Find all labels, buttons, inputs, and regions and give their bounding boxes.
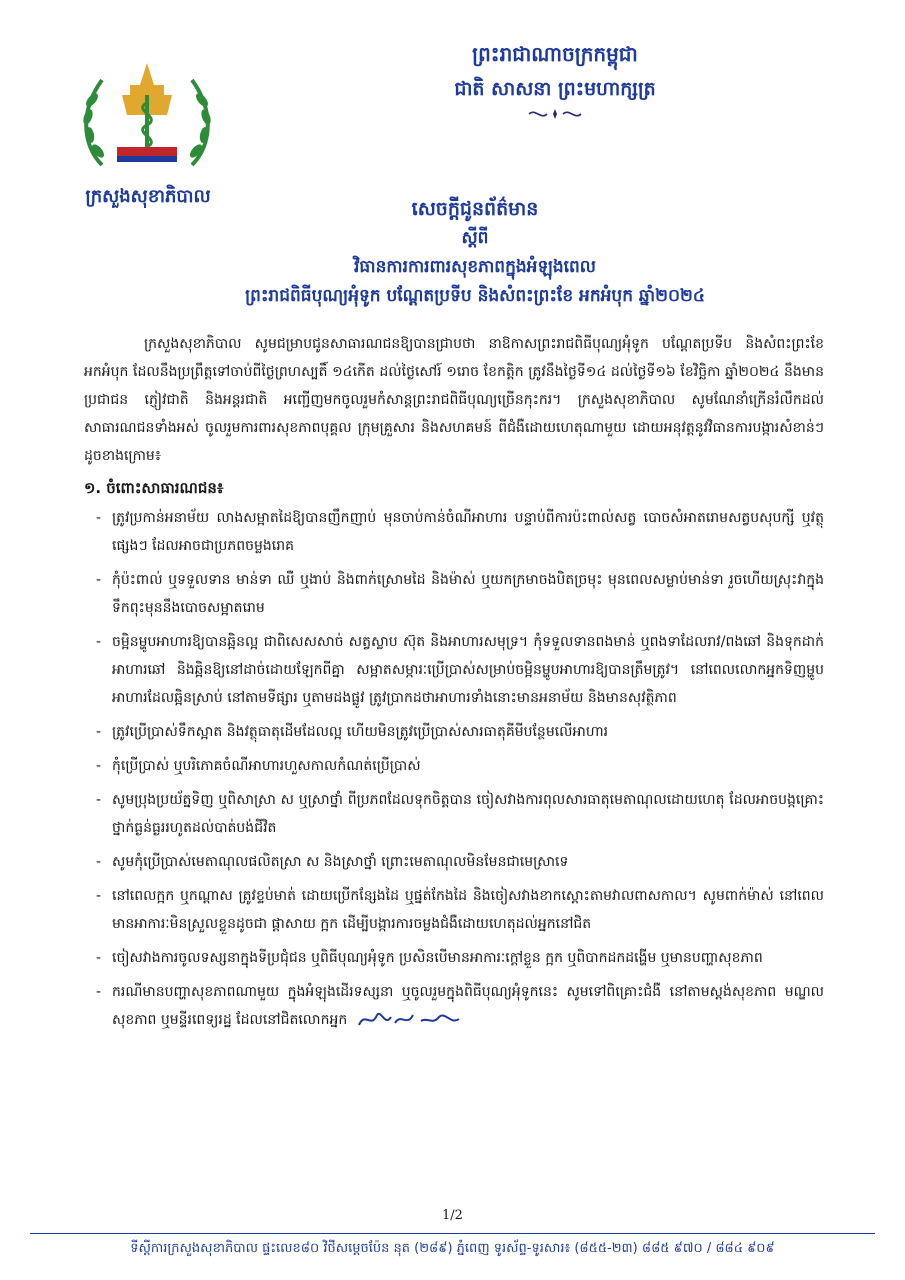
logo-ribbon-red [117,147,177,156]
list-item: - ត្រូវប្រើប្រាស់ទឹកស្អាត និងវត្ថុធាតុដើមដែលល្អ ហើយមិនត្រូវប្រើប្រាស់សារធាតុគីមីបន្ថែមលើអាហារ [84,718,824,746]
list-item: - ចម្អិនម្ហូបអាហារឱ្យបានឆ្អិនល្អ ជាពិសេសសាច់ សត្វស្លាប ស៊ុត និងអាហារសមុទ្រ។ កុំទទួលទានពងមាន់ ឬពងទាដែលរាវ/ពងឆៅ និងទុកដាក់អាហារឆៅ និងឆ្អិនឱ្យនៅដាច់ដោយឡែកពីគ្នា សម្អាតសម្ភារៈប្រើប្រាស់សម្រាប់ចម្អិនម្ហូបអាហារឱ្យបានត្រឹមត្រូវ។ នៅពេលលោកអ្នកទិញម្ហូបអាហារដែលឆ្អិនស្រាប់ នៅតាមទីផ្សារ ឬតាមដងផ្លូវ ត្រូវប្រាកដថាអាហារទាំងនោះមានអនាម័យ និងមានសុវត្ថិភាព [84,628,824,712]
announcement-subject: វិធានការការពារសុខភាពក្នុងអំឡុងពេល [354,257,596,277]
announcement-title: សេចក្តីជូនព័ត៌មាន [411,198,539,220]
ornament-divider [300,106,810,128]
logo-ribbon-blue [117,156,177,162]
national-motto: ជាតិ សាសនា ព្រះមហាក្សត្រ [454,78,656,100]
ministry-name: ក្រសួងសុខាភិបាល [85,186,211,207]
section-heading: ១. ចំពោះសាធារណជន៖ [84,479,224,497]
list-item: - កុំប្រើប្រាស់ ឬបរិភោគចំណីអាហារហួសកាលកំណត់ប្រើប្រាស់ [84,752,824,780]
ornament-icon [525,107,585,121]
list-item: - ត្រូវប្រកាន់អនាម័យ លាងសម្អាតដៃឱ្យបានញឹកញាប់ មុនចាប់កាន់ចំណីអាហារ បន្ទាប់ពីការប៉ះពាល់សត្វ បោចសំអាតរោមសត្វបសុបក្សី ឬវត្ថុផ្សេងៗ ដែលអាចជាប្រភពចម្លងរោគ [84,504,824,560]
announcement-about: ស្តីពី [461,228,489,248]
page-number: 1/2 [442,1208,463,1223]
intro-paragraph: ក្រសួងសុខាភិបាល សូមជម្រាបជូនសាធារណជនឱ្យបានជ្រាបថា នាឱកាសព្រះរាជពិធីបុណ្យអុំទូក បណ្តែតប្រទីប និងសំពះព្រះខែ អកអំបុក ដែលនឹងប្រព្រឹត្តទៅចាប់ពីថ្ងៃព្រហស្បតិ៍ ១៤កើត ដល់ថ្ងៃសៅរ៍ ១រោច ខែកត្តិក ត្រូវនឹងថ្ងៃទី១៤ ដល់ថ្ងៃទី១៦ ខែវិច្ឆិកា ឆ្នាំ២០២៤ នឹងមានប្រជាជន ភ្ញៀវជាតិ និងអន្តរជាតិ អញ្ជើញមកចូលរួមកំសាន្តព្រះរាជពិធីបុណ្យច្រើនកុះករ។ ក្រសួងសុខាភិបាល សូមណែនាំក្រើនរំលឹកដល់សាធារណជនទាំងអស់ ចូលរួមការពារសុខភាពបុគ្គល ក្រុមគ្រួសារ និងសហគមន៍ ពីជំងឺដោយហេតុណាមួយ ដោយអនុវត្តនូវវិធានការបង្ការសំខាន់ៗដូចខាងក្រោម៖ [84,336,824,464]
list-item: - នៅពេលក្អក ឬកណ្តាស ត្រូវខ្ទប់មាត់ ដោយប្រើកន្សែងដៃ ឬផ្នត់កែងដៃ និងចៀសវាងខាកស្តោះតាមវាលពាសកាល។ សូមពាក់ម៉ាស់ នៅពេលមានអាការៈមិនស្រួលខ្លួនដូចជា ផ្តាសាយ ក្អក ដើម្បីបង្ការការចម្លងជំងឺដោយហេតុដល់អ្នកនៅជិត [84,882,824,938]
initials-signature-icon [355,1007,465,1033]
list-item: - ចៀសវាងការចូលទស្សនាក្នុងទីប្រជុំជន ឬពិធីបុណ្យអុំទូក ប្រសិនបើមានអាការៈក្តៅខ្លួន ក្អក ឬពិបាកដកដង្ហើម ឬមានបញ្ហាសុខភាព [84,944,824,972]
announcement-title-block [150,195,800,311]
footer-address: ទីស្តីការក្រសួងសុខាភិបាល ផ្ទះលេខ៨០ វិថីសម្តេចប៉ែន នុត (២៨៩) ភ្នំពេញ ទូរស័ព្ទ-ទូរសារ៖ (៨៥៥-២៣) ៨៨៥ ៩៧០ / ៨៨៤ ៩០៩ [130,1241,775,1256]
footer-divider [30,1233,875,1234]
guidance-list [84,504,824,1034]
kingdom-motto [300,36,810,128]
announcement-event: ព្រះរាជពិធីបុណ្យអុំទូក បណ្តែតប្រទីប និងសំពះព្រះខែ អកអំបុក ឆ្នាំ២០២៤ [245,286,705,306]
ministry-logo [72,55,222,180]
list-item: - កុំប៉ះពាល់ ឬទទួលទាន មាន់ទា ឈឺ ឬងាប់ និងពាក់ស្រោមដៃ និងម៉ាស់ ឬយកក្រមាចងបិតច្រមុះ មុនពេលសម្លាប់មាន់ទា រួចហើយស្រុះវាក្នុងទឹកពុះមុននឹងបោចសម្អាតរោម [84,566,824,622]
kingdom-name: ព្រះរាជាណាចក្រកម្ពុជា [472,42,638,66]
list-item: - សូមប្រុងប្រយ័ត្នទិញ ឬពិសាស្រា ស ឬស្រាថ្នាំ ពីប្រភពដែលទុកចិត្តបាន ចៀសវាងការពុលសារធាតុមេតាណុលដោយហេតុ ដែលអាចបង្កគ្រោះថ្នាក់ធ្ងន់ធ្ងររហូតដល់បាត់បង់ជីវិត [84,786,824,842]
list-item: - ករណីមានបញ្ហាសុខភាពណាមួយ ក្នុងអំឡុងដើរទស្សនា ឬចូលរួមក្នុងពិធីបុណ្យអុំទូកនេះ សូមទៅពិគ្រោះជំងឺ នៅតាមស្តង់សុខភាព មណ្ឌលសុខភាព ឬមន្ទីរពេទ្យរដ្ឋ ដែលនៅជិតលោកអ្នក [84,978,824,1034]
announcement-body [84,330,824,1040]
list-item: - សូមកុំប្រើប្រាស់មេតាណុលផលិតស្រា ស និងស្រាថ្នាំ ព្រោះមេតាណុលមិនមែនជាមេស្រាទេ [84,848,824,876]
